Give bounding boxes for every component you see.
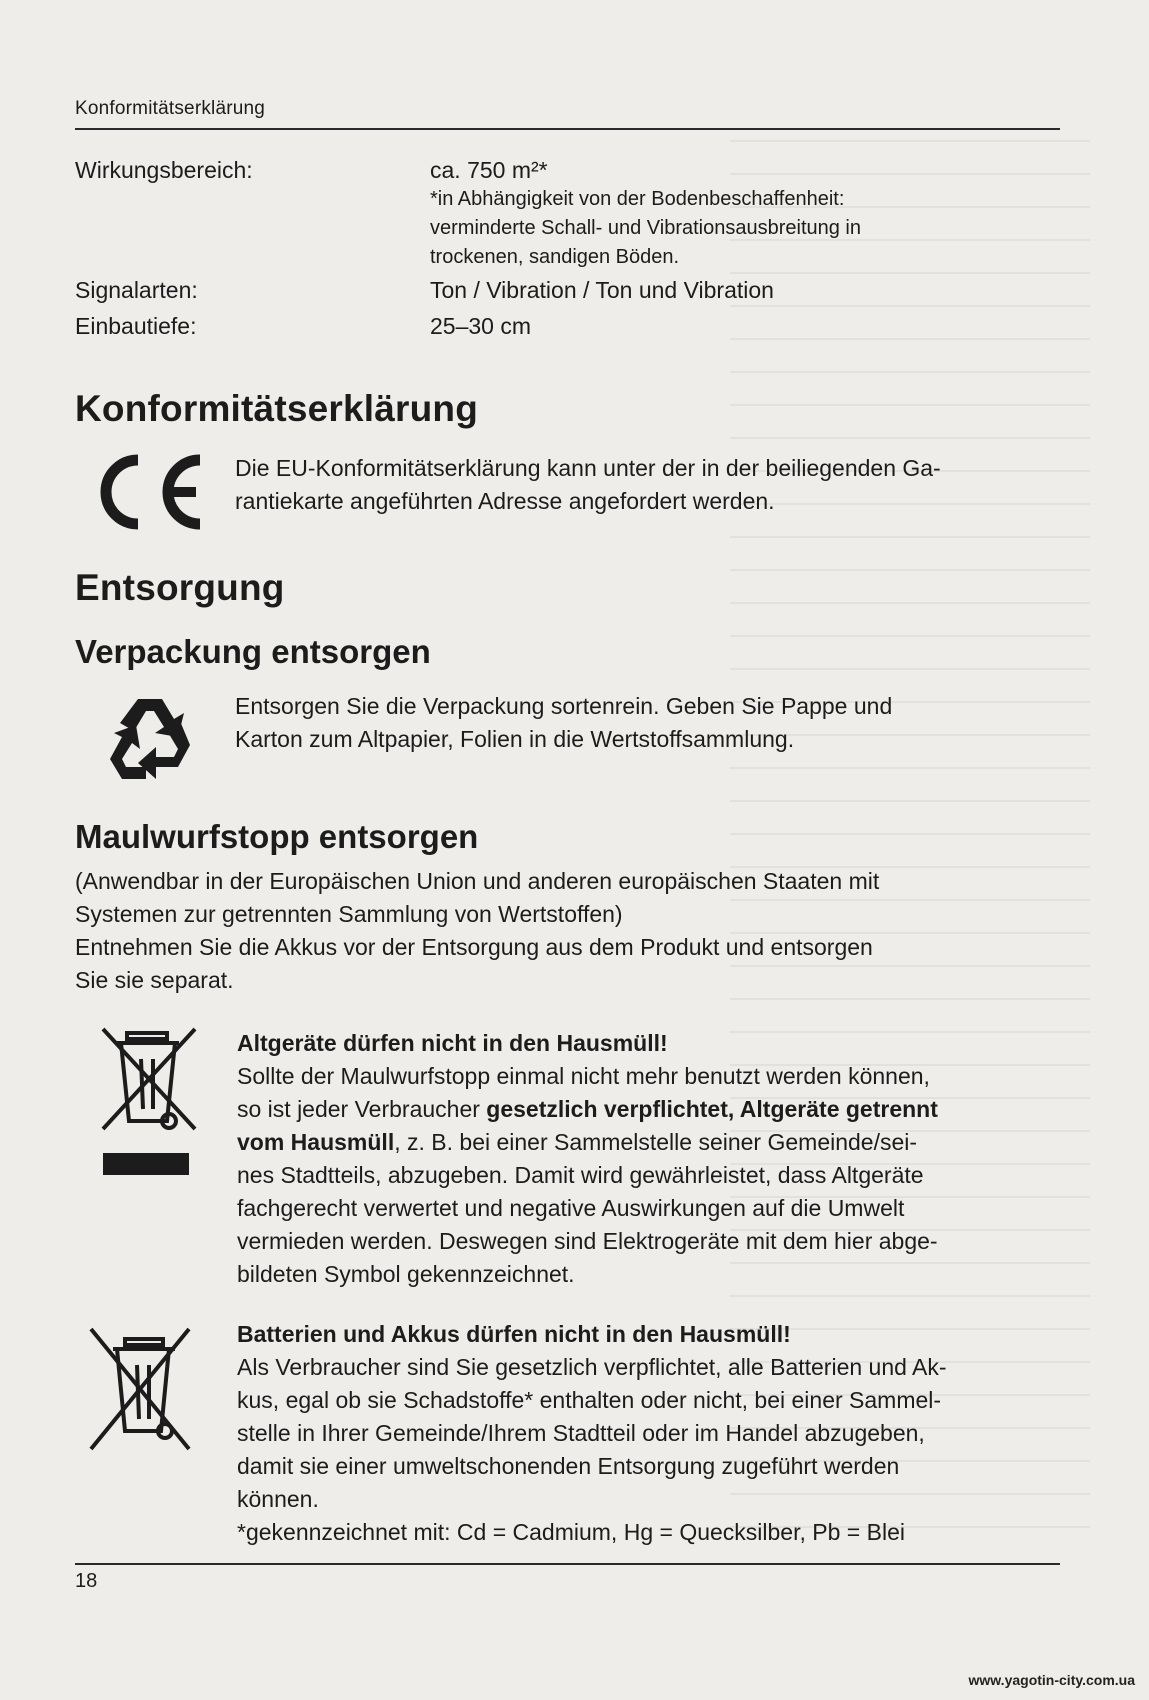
battery-title: Batterien und Akkus dürfen nicht in den Hausmüll!: [237, 1321, 791, 1347]
weee-line: fachgerecht verwertet und negative Auswirkungen auf die Umwelt: [237, 1195, 905, 1221]
crossed-out-wheelie-bin-icon: [95, 1025, 210, 1180]
tech-value: ca. 750 m²*: [430, 157, 548, 183]
tech-label: Signalarten:: [75, 277, 198, 303]
device-disposal-intro: [75, 865, 879, 997]
weee-title: Altgeräte dürfen nicht in den Hausmüll!: [237, 1030, 668, 1056]
tech-value-group: [430, 155, 1055, 272]
weee-line: vermieden werden. Deswegen sind Elektrogeräte mit dem hier abge-: [237, 1228, 938, 1254]
intro-line: Entnehmen Sie die Akkus vor der Entsorgung aus dem Produkt und entsorgen: [75, 934, 873, 960]
weee-emphasis: vom Hausmüll: [237, 1129, 395, 1155]
tech-label: Wirkungsbereich:: [75, 157, 253, 183]
intro-line: (Anwendbar in der Europäischen Union und anderen europäischen Staaten mit: [75, 868, 880, 894]
weee-line: [237, 1126, 1057, 1159]
tech-value: Ton / Vibration / Ton und Vibration: [430, 277, 774, 303]
packaging-heading: Verpackung entsorgen: [75, 633, 431, 670]
packaging-line: Entsorgen Sie die Verpackung sortenrein. Geben Sie Pappe und: [235, 693, 893, 719]
intro-line: Sie sie separat.: [75, 967, 234, 993]
packaging-line: Karton zum Altpapier, Folien in die Wertstoffsammlung.: [235, 726, 795, 752]
conformity-text: [235, 452, 941, 518]
weee-text: so ist jeder Verbraucher: [237, 1096, 487, 1122]
battery-footnote: *gekennzeichnet mit: Cd = Cadmium, Hg = Quecksilber, Pb = Blei: [237, 1519, 905, 1545]
battery-line: damit sie einer umweltschonenden Entsorgung zugeführt werden: [237, 1453, 900, 1479]
conformity-line: rantiekarte angeführten Adresse angefordert werden.: [235, 488, 775, 514]
battery-line: stelle in Ihrer Gemeinde/Ihrem Stadtteil oder im Handel abzugeben,: [237, 1420, 925, 1446]
intro-line: Systemen zur getrennten Sammlung von Wertstoffen): [75, 901, 623, 927]
disposal-heading: Entsorgung: [75, 567, 285, 608]
ce-mark-icon: [88, 452, 208, 532]
conformity-line: Die EU-Konformitätserklärung kann unter der in der beiliegenden Ga-: [235, 455, 941, 481]
battery-notice: [237, 1318, 1057, 1549]
tech-value: 25–30 cm: [430, 313, 532, 339]
tech-label: Einbautiefe:: [75, 313, 197, 339]
conformity-heading: Konformitätserklärung: [75, 388, 479, 429]
weee-line: bildeten Symbol gekennzeichnet.: [237, 1261, 575, 1287]
battery-line: kus, egal ob sie Schadstoffe* enthalten oder nicht, bei einer Sammel-: [237, 1387, 942, 1413]
tech-footnote-line: trockenen, sandigen Böden.: [430, 246, 680, 268]
tech-row-signal: [75, 275, 1055, 305]
battery-line: Als Verbraucher sind Sie gesetzlich verpflichtet, alle Batterien und Ak-: [237, 1354, 947, 1380]
page-number: 18: [75, 1570, 98, 1592]
device-disposal-heading: Maulwurfstopp entsorgen: [75, 818, 479, 855]
header-rule: [75, 128, 1060, 130]
battery-line: können.: [237, 1486, 319, 1512]
weee-text: , z. B. bei einer Sammelstelle seiner Gemeinde/sei-: [394, 1129, 918, 1155]
watermark: www.yagotin-city.com.ua: [968, 1672, 1135, 1688]
weee-line: [237, 1093, 1057, 1126]
weee-emphasis: gesetzlich verpflichtet, Altgeräte getrennt: [486, 1096, 938, 1122]
weee-line: nes Stadtteils, abzugeben. Damit wird gewährleistet, dass Altgeräte: [237, 1162, 924, 1188]
tech-footnote-line: verminderte Schall- und Vibrationsausbreitung in: [430, 217, 861, 239]
recycling-icon: [100, 693, 200, 785]
tech-data-table: [75, 155, 1055, 341]
weee-notice: [237, 1027, 1057, 1291]
packaging-text: [235, 690, 892, 756]
weee-line: Sollte der Maulwurfstopp einmal nicht mehr benutzt werden können,: [237, 1063, 930, 1089]
crossed-out-battery-bin-icon: [85, 1325, 195, 1455]
tech-footnote-line: *in Abhängigkeit von der Bodenbeschaffenheit:: [430, 188, 845, 210]
tech-row-depth: [75, 311, 1055, 341]
footer-rule: [75, 1563, 1060, 1565]
tech-row-range: [75, 155, 1055, 272]
running-header: Konformitätserklärung: [75, 98, 266, 119]
